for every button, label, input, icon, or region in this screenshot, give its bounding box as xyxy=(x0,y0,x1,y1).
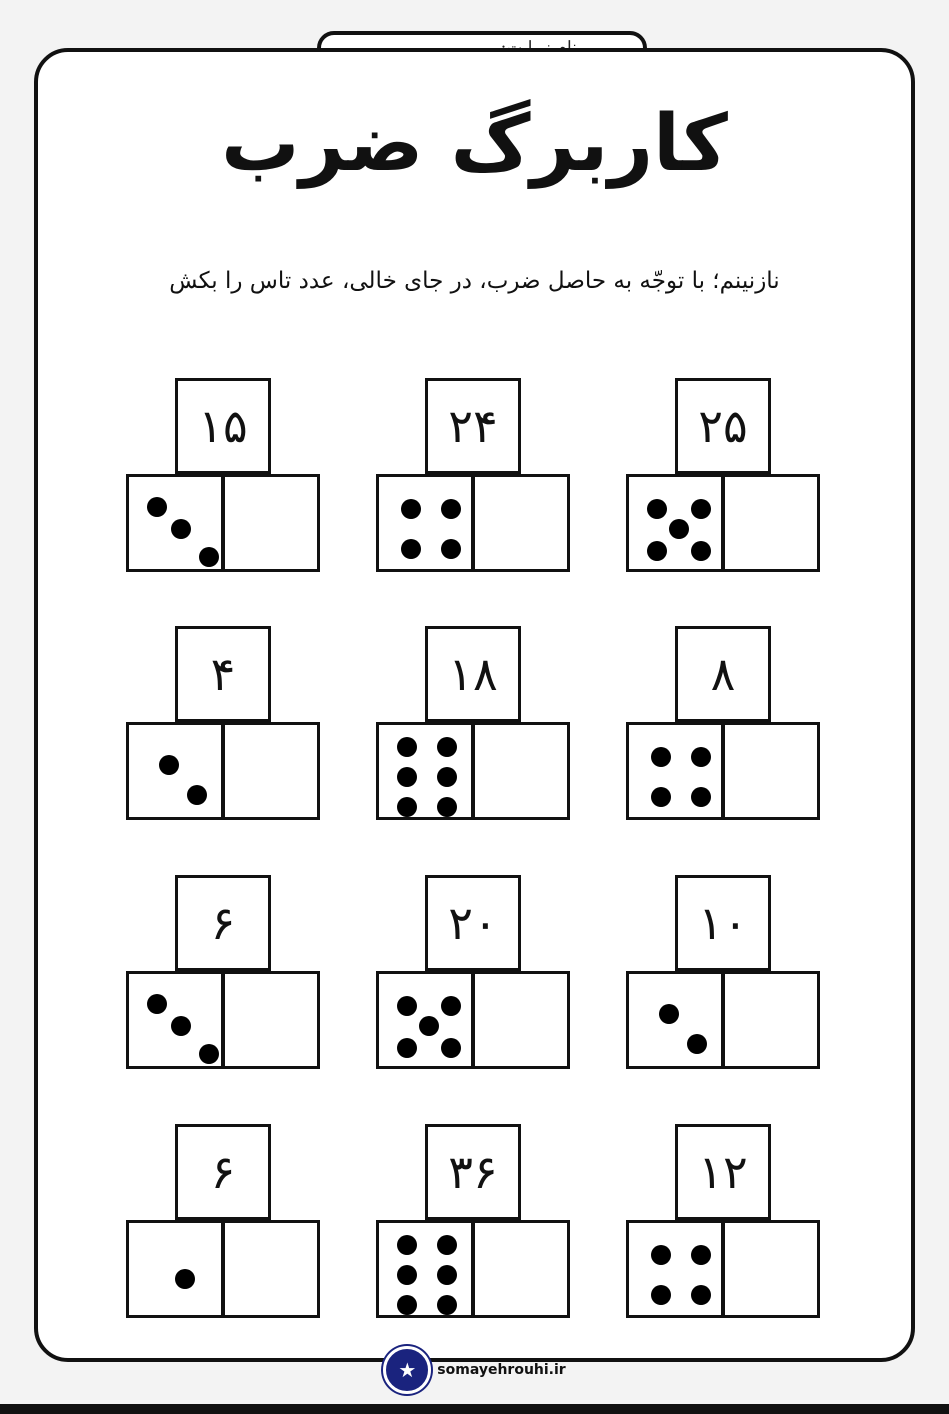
answer-box[interactable] xyxy=(222,1220,320,1318)
die-pip xyxy=(441,499,461,519)
die-pip xyxy=(691,787,711,807)
die-face xyxy=(626,971,724,1069)
die-pip xyxy=(401,539,421,559)
die-pip xyxy=(691,1285,711,1305)
product-box: ۱۰ xyxy=(675,875,771,971)
die-pip xyxy=(651,787,671,807)
die-pip xyxy=(441,539,461,559)
product-box: ۲۴ xyxy=(425,378,521,474)
die-pip xyxy=(171,519,191,539)
die-pip xyxy=(397,996,417,1016)
die-pip xyxy=(647,499,667,519)
die-pip xyxy=(651,747,671,767)
die-face xyxy=(626,722,724,820)
die-pip xyxy=(687,1034,707,1054)
die-pip xyxy=(171,1016,191,1036)
die-pip xyxy=(401,499,421,519)
die-face xyxy=(126,474,224,572)
answer-box[interactable] xyxy=(722,722,820,820)
answer-box[interactable] xyxy=(722,1220,820,1318)
answer-box[interactable] xyxy=(472,474,570,572)
problem-card xyxy=(376,875,572,1071)
problem-card xyxy=(376,626,572,822)
product-box: ۳۶ xyxy=(425,1124,521,1220)
product-box: ۲۰ xyxy=(425,875,521,971)
die-pip xyxy=(397,767,417,787)
die-pip xyxy=(437,1235,457,1255)
die-pip xyxy=(397,1038,417,1058)
die-pip xyxy=(199,1044,219,1064)
die-face xyxy=(626,1220,724,1318)
answer-box[interactable] xyxy=(222,971,320,1069)
die-pip xyxy=(419,1016,439,1036)
die-face xyxy=(376,722,474,820)
product-box: ۶ xyxy=(175,1124,271,1220)
die-face xyxy=(376,474,474,572)
die-pip xyxy=(397,797,417,817)
instruction-text: نازنینم؛ با توجّه به حاصل ضرب، در جای خالی، عدد تاس را بکش xyxy=(169,268,780,294)
die-pip xyxy=(441,1038,461,1058)
footer xyxy=(0,1346,949,1394)
problem-card xyxy=(376,1124,572,1320)
die-pip xyxy=(437,1295,457,1315)
website-label: somayehrouhi.ir xyxy=(437,1362,566,1378)
die-pip xyxy=(691,747,711,767)
page-title: کاربرگ ضرب xyxy=(221,99,728,189)
die-pip xyxy=(691,541,711,561)
bottom-bar xyxy=(0,1404,949,1414)
die-pip xyxy=(651,1245,671,1265)
die-pip xyxy=(441,996,461,1016)
die-face xyxy=(126,1220,224,1318)
answer-box[interactable] xyxy=(722,971,820,1069)
die-face xyxy=(376,971,474,1069)
rocket-logo-icon: ★ xyxy=(383,1346,431,1394)
die-face xyxy=(626,474,724,572)
answer-box[interactable] xyxy=(472,971,570,1069)
die-pip xyxy=(669,519,689,539)
die-pip xyxy=(437,737,457,757)
die-pip xyxy=(199,547,219,567)
die-pip xyxy=(187,785,207,805)
die-pip xyxy=(437,797,457,817)
product-box: ۱۵ xyxy=(175,378,271,474)
problem-card xyxy=(626,626,822,822)
problem-card xyxy=(126,378,322,574)
problem-card xyxy=(376,378,572,574)
die-face xyxy=(126,971,224,1069)
problem-card xyxy=(126,1124,322,1320)
die-face xyxy=(126,722,224,820)
die-face xyxy=(376,1220,474,1318)
die-pip xyxy=(647,541,667,561)
product-box: ۲۵ xyxy=(675,378,771,474)
die-pip xyxy=(651,1285,671,1305)
problem-card xyxy=(626,378,822,574)
answer-box[interactable] xyxy=(472,722,570,820)
die-pip xyxy=(147,994,167,1014)
die-pip xyxy=(691,499,711,519)
die-pip xyxy=(147,497,167,517)
die-pip xyxy=(437,767,457,787)
die-pip xyxy=(659,1004,679,1024)
product-box: ۴ xyxy=(175,626,271,722)
problem-card xyxy=(126,626,322,822)
product-box: ۶ xyxy=(175,875,271,971)
product-box: ۸ xyxy=(675,626,771,722)
answer-box[interactable] xyxy=(222,722,320,820)
die-pip xyxy=(397,1265,417,1285)
answer-box[interactable] xyxy=(472,1220,570,1318)
die-pip xyxy=(159,755,179,775)
problem-card xyxy=(126,875,322,1071)
die-pip xyxy=(397,737,417,757)
die-pip xyxy=(691,1245,711,1265)
die-pip xyxy=(397,1235,417,1255)
answer-box[interactable] xyxy=(222,474,320,572)
die-pip xyxy=(437,1265,457,1285)
answer-box[interactable] xyxy=(722,474,820,572)
die-pip xyxy=(397,1295,417,1315)
problem-card xyxy=(626,1124,822,1320)
product-box: ۱۲ xyxy=(675,1124,771,1220)
problem-card xyxy=(626,875,822,1071)
die-pip xyxy=(175,1269,195,1289)
product-box: ۱۸ xyxy=(425,626,521,722)
